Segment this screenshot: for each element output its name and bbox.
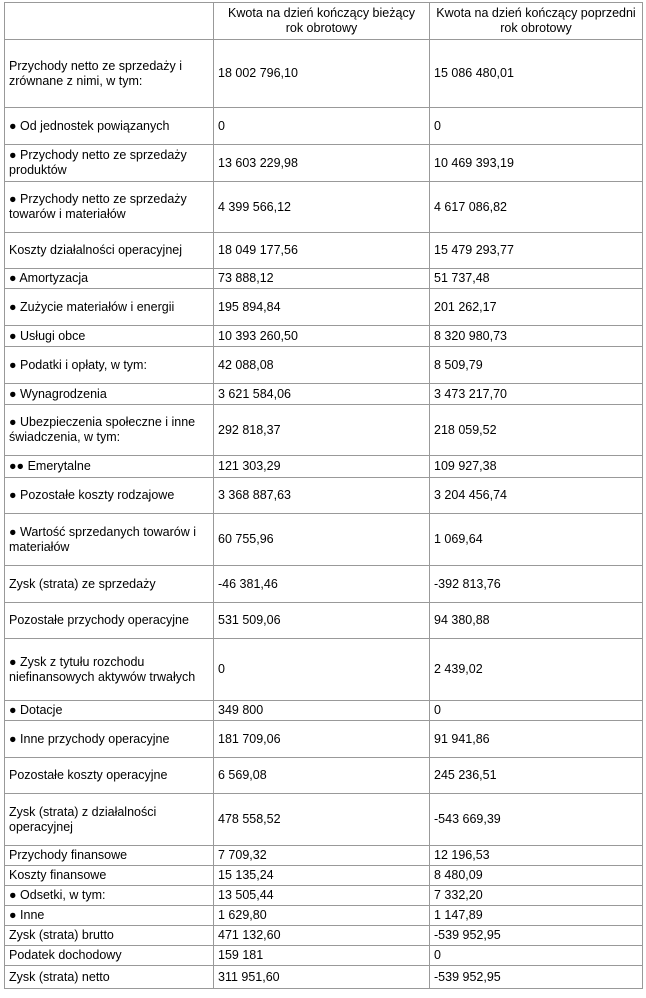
row-current-value: 10 393 260,50: [214, 326, 430, 347]
row-previous-value: 51 737,48: [430, 269, 643, 289]
row-current-value: 195 894,84: [214, 289, 430, 326]
row-previous-value: 8 480,09: [430, 866, 643, 886]
table-row: [5, 846, 643, 866]
table-row: [5, 347, 643, 384]
row-current-value: 60 755,96: [214, 514, 430, 566]
row-current-value: 471 132,60: [214, 926, 430, 946]
row-previous-value: 7 332,20: [430, 886, 643, 906]
row-previous-value: 218 059,52: [430, 405, 643, 456]
row-current-value: 3 368 887,63: [214, 478, 430, 514]
table-row: [5, 926, 643, 946]
table-row: [5, 639, 643, 701]
row-label: ● Dotacje: [5, 701, 214, 721]
table-row: [5, 721, 643, 758]
row-current-value: 18 049 177,56: [214, 233, 430, 269]
table-row: [5, 906, 643, 926]
row-label: ● Amortyzacja: [5, 269, 214, 289]
row-previous-value: 2 439,02: [430, 639, 643, 701]
row-previous-value: -392 813,76: [430, 566, 643, 603]
table-row: [5, 603, 643, 639]
table-row: [5, 794, 643, 846]
table-row: [5, 566, 643, 603]
table-row: [5, 456, 643, 478]
row-current-value: 0: [214, 639, 430, 701]
row-current-value: 7 709,32: [214, 846, 430, 866]
row-current-value: 42 088,08: [214, 347, 430, 384]
row-label: ●● Emerytalne: [5, 456, 214, 478]
row-previous-value: 1 147,89: [430, 906, 643, 926]
row-label: ● Usługi obce: [5, 326, 214, 347]
row-previous-value: 8 509,79: [430, 347, 643, 384]
row-current-value: 478 558,52: [214, 794, 430, 846]
row-previous-value: 10 469 393,19: [430, 145, 643, 182]
row-previous-value: 12 196,53: [430, 846, 643, 866]
row-previous-value: 8 320 980,73: [430, 326, 643, 347]
table-header-row: [5, 3, 643, 40]
row-current-value: 121 303,29: [214, 456, 430, 478]
table-row: [5, 182, 643, 233]
row-label: ● Przychody netto ze sprzedaży produktów: [5, 145, 214, 182]
row-current-value: 181 709,06: [214, 721, 430, 758]
row-label: Zysk (strata) brutto: [5, 926, 214, 946]
table-row: [5, 866, 643, 886]
table-row: [5, 701, 643, 721]
row-current-value: 73 888,12: [214, 269, 430, 289]
row-current-value: 13 505,44: [214, 886, 430, 906]
row-previous-value: 109 927,38: [430, 456, 643, 478]
row-current-value: -46 381,46: [214, 566, 430, 603]
row-label: ● Inne przychody operacyjne: [5, 721, 214, 758]
row-current-value: 159 181: [214, 946, 430, 966]
row-label: ● Wynagrodzenia: [5, 384, 214, 405]
row-previous-value: 15 086 480,01: [430, 40, 643, 108]
row-previous-value: 245 236,51: [430, 758, 643, 794]
table-row: [5, 946, 643, 966]
row-current-value: 4 399 566,12: [214, 182, 430, 233]
row-label: Podatek dochodowy: [5, 946, 214, 966]
row-label: ● Zużycie materiałów i energii: [5, 289, 214, 326]
row-current-value: 15 135,24: [214, 866, 430, 886]
row-current-value: 1 629,80: [214, 906, 430, 926]
row-previous-value: 201 262,17: [430, 289, 643, 326]
row-label: ● Ubezpieczenia społeczne i inne świadczenia, w tym:: [5, 405, 214, 456]
row-previous-value: 91 941,86: [430, 721, 643, 758]
row-current-value: 349 800: [214, 701, 430, 721]
row-label: ● Zysk z tytułu rozchodu niefinansowych aktywów trwałych: [9, 654, 196, 684]
table-row: [5, 384, 643, 405]
row-current-value: 292 818,37: [214, 405, 430, 456]
row-previous-value: 0: [430, 108, 643, 145]
row-previous-value: 94 380,88: [430, 603, 643, 639]
row-label: Koszty działalności operacyjnej: [5, 233, 214, 269]
table-row: [5, 886, 643, 906]
header-current-year: Kwota na dzień kończący bieżący rok obrotowy: [214, 3, 430, 40]
row-previous-value: 1 069,64: [430, 514, 643, 566]
row-current-value: 6 569,08: [214, 758, 430, 794]
table-row: [5, 326, 643, 347]
row-label-cell: [5, 639, 214, 701]
table-row: [5, 40, 643, 108]
row-current-value: 3 621 584,06: [214, 384, 430, 405]
row-label: ● Podatki i opłaty, w tym:: [5, 347, 214, 384]
row-current-value: 18 002 796,10: [214, 40, 430, 108]
header-previous-year: Kwota na dzień kończący poprzedni rok obrotowy: [430, 3, 643, 40]
table-row: [5, 478, 643, 514]
row-label: Przychody netto ze sprzedaży i zrównane z nimi, w tym:: [5, 40, 214, 108]
row-label: Pozostałe przychody operacyjne: [5, 603, 214, 639]
table-row: [5, 269, 643, 289]
row-label: Zysk (strata) ze sprzedaży: [5, 566, 214, 603]
row-current-value: 0: [214, 108, 430, 145]
row-label: Zysk (strata) netto: [5, 966, 214, 989]
table-row: [5, 405, 643, 456]
row-previous-value: -539 952,95: [430, 926, 643, 946]
table-row: [5, 514, 643, 566]
table-row: [5, 289, 643, 326]
row-label: ● Przychody netto ze sprzedaży towarów i materiałów: [5, 182, 214, 233]
row-previous-value: -539 952,95: [430, 966, 643, 989]
row-label: ● Odsetki, w tym:: [5, 886, 214, 906]
table-row: [5, 758, 643, 794]
row-current-value: 13 603 229,98: [214, 145, 430, 182]
row-current-value: 531 509,06: [214, 603, 430, 639]
table-row: [5, 145, 643, 182]
row-previous-value: 3 473 217,70: [430, 384, 643, 405]
table-row: [5, 233, 643, 269]
row-label: Pozostałe koszty operacyjne: [5, 758, 214, 794]
row-previous-value: 15 479 293,77: [430, 233, 643, 269]
row-label: ● Inne: [5, 906, 214, 926]
row-previous-value: 3 204 456,74: [430, 478, 643, 514]
row-label: Zysk (strata) z działalności operacyjnej: [5, 794, 214, 846]
row-previous-value: -543 669,39: [430, 794, 643, 846]
row-previous-value: 4 617 086,82: [430, 182, 643, 233]
row-label: ● Wartość sprzedanych towarów i materiałów: [5, 514, 214, 566]
table-row: [5, 108, 643, 145]
row-label: ● Od jednostek powiązanych: [5, 108, 214, 145]
header-empty-cell: [5, 3, 214, 40]
row-label: Przychody finansowe: [5, 846, 214, 866]
row-previous-value: 0: [430, 701, 643, 721]
table-row: [5, 966, 643, 989]
financial-statement-table: [4, 2, 643, 989]
row-label: ● Pozostałe koszty rodzajowe: [5, 478, 214, 514]
row-previous-value: 0: [430, 946, 643, 966]
row-label: Koszty finansowe: [5, 866, 214, 886]
row-current-value: 311 951,60: [214, 966, 430, 989]
